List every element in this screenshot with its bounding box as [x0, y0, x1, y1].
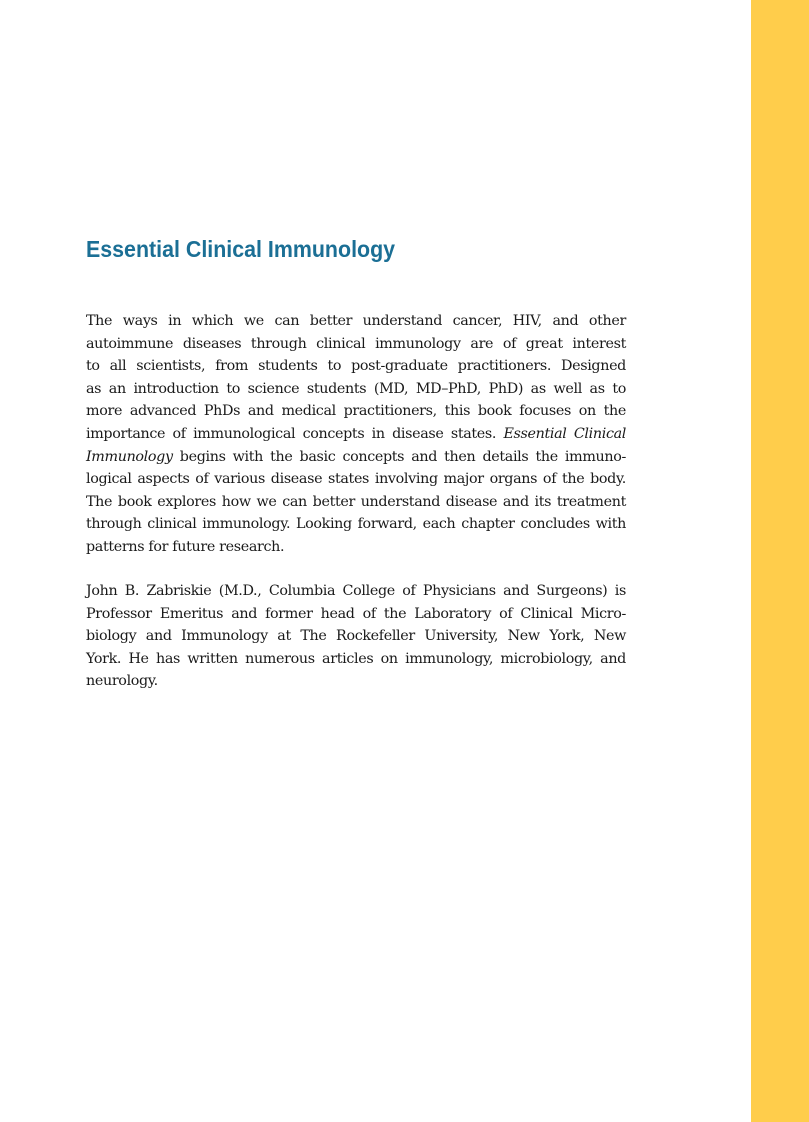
description-line: logical aspects of various disease states involving major organs of the body. [86, 471, 626, 488]
yellow-side-bar [751, 0, 809, 1122]
description-line [86, 423, 626, 446]
description-line: to all scientists, from students to post-graduate practitioners. Designed [86, 358, 626, 375]
bio-line: Professor Emeritus and former head of the Laboratory of Clinical Micro- [86, 605, 626, 622]
description-line: as an introduction to science students (MD, MD–PhD, PhD) as well as to [86, 380, 626, 397]
description-text: begins with the basic concepts and then details the immuno- [172, 448, 626, 465]
bio-line: biology and Immunology at The Rockefeller University, New York, New [86, 628, 626, 645]
description-line: The book explores how we can better understand disease and its treatment [86, 493, 626, 510]
description-line: patterns for future research. [86, 538, 285, 555]
book-description [86, 310, 626, 559]
description-line: more advanced PhDs and medical practitioners, this book focuses on the [86, 403, 626, 420]
description-line: autoimmune diseases through clinical immunology are of great interest [86, 335, 626, 352]
italic-book-title: Immunology [86, 448, 173, 465]
description-line: The ways in which we can better understand cancer, HIV, and other [86, 313, 626, 329]
book-title: Essential Clinical Immunology [86, 236, 396, 262]
bio-line: York. He has written numerous articles on immunology, microbiology, and [86, 650, 626, 667]
bio-line: neurology. [86, 673, 158, 690]
description-line [86, 446, 626, 469]
bio-line: John B. Zabriskie (M.D., Columbia College of Physicians and Surgeons) is [86, 583, 626, 599]
description-line: through clinical immunology. Looking forward, each chapter concludes with [86, 516, 626, 533]
italic-book-title: Essential Clinical [503, 425, 626, 442]
description-text: importance of immunological concepts in disease states. [86, 425, 504, 442]
author-bio [86, 580, 626, 693]
